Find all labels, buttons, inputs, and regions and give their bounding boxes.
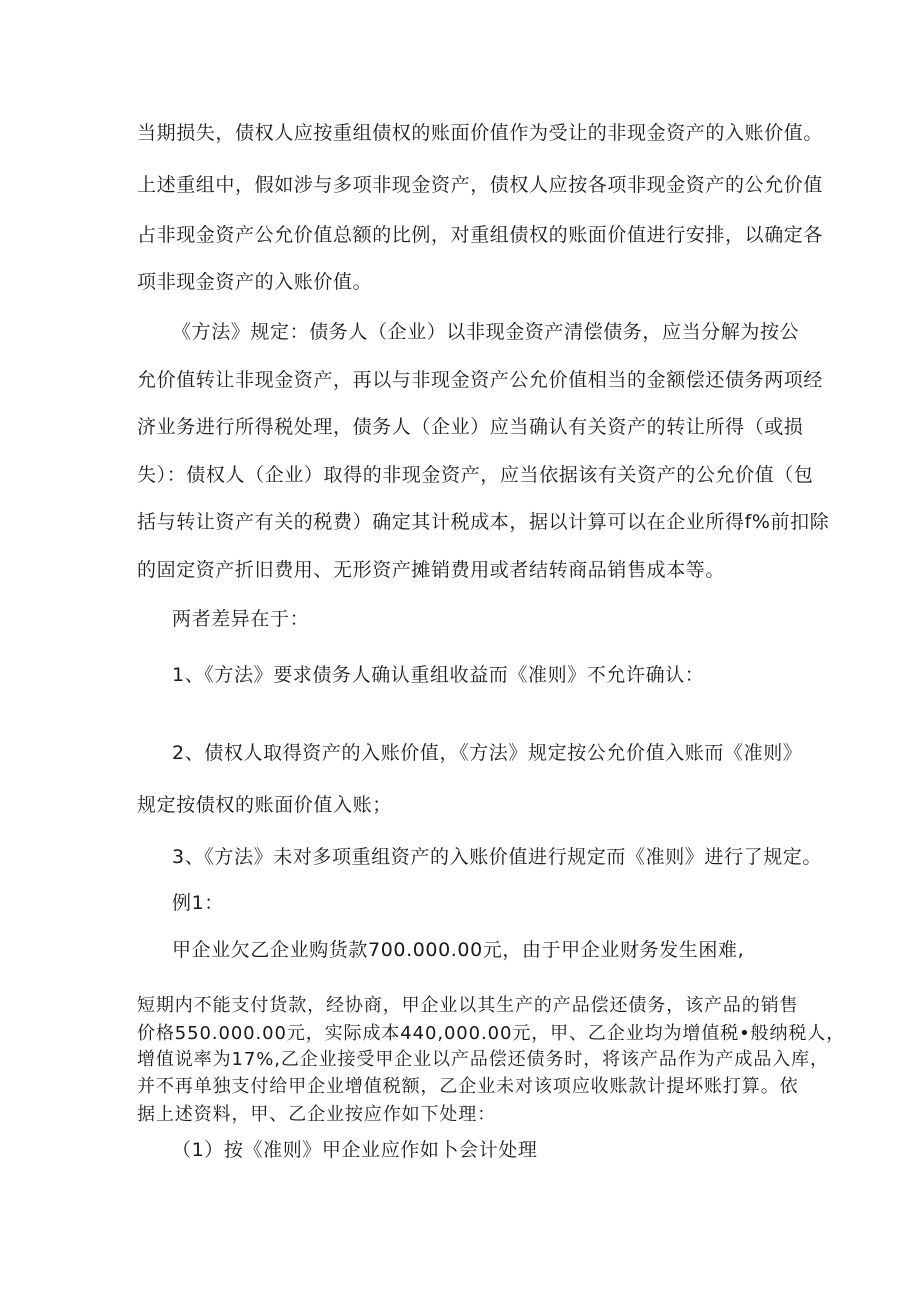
list-item: 3、《方法》未对多项重组资产的入账价值进行规定而《准则》进行了规定。 xyxy=(172,846,822,868)
text-line: 价格550.000.00元，实际成本440,000.00元，甲、乙企业均为增值税•般纳税人， xyxy=(137,1023,846,1044)
text-line: 并不再单独支付给甲企业增值税额，乙企业未对该项应收账款计提坏账打算。依 xyxy=(137,1076,799,1097)
text-line: 据上述资料，甲、乙企业按应作如下处理： xyxy=(137,1104,497,1125)
text-line: 括与转让资产有关的税费）确定其计税成本，据以计算可以在企业所得f%前扣除 xyxy=(137,511,830,533)
text-line: 济业务进行所得税处理，债务人（企业）应当确认有关资产的转让所得（或损 xyxy=(137,416,804,438)
text-line: 的固定资产折旧费用、无形资产摊销费用或者结转商品销售成本等。 xyxy=(137,559,726,581)
text-line: 允价值转让非现金资产，再以与非现金资产公允价值相当的金额偿还债务两项经 xyxy=(137,369,824,391)
text-line: 项非现金资产的入账价值。 xyxy=(137,271,373,293)
text-line: 甲企业欠乙企业购货款700.000.00元，由于甲企业财务发生困难, xyxy=(172,939,745,961)
text-line: 当期损失，债权人应按重组债权的账面价值作为受让的非现金资产的入账价值。 xyxy=(137,122,824,144)
text-line: 占非现金资产公允价值总额的比例，对重组债权的账面价值进行安排，以确定各 xyxy=(137,224,824,246)
text-line: 增值说率为17%,乙企业接受甲企业以产品偿还债务时，将该产品作为产成品入库， xyxy=(137,1049,829,1070)
list-item: 2、债权人取得资产的入账价值，《方法》规定按公允价值入账而《准则》 xyxy=(172,742,803,764)
example-label: 例1： xyxy=(172,892,224,914)
text-line: 失）：债权人（企业）取得的非现金资产，应当依据该有关资产的公允价值（包 xyxy=(137,464,814,486)
text-line: 《方法》规定：债务人（企业）以非现金资产清偿债务，应当分解为按公 xyxy=(172,321,800,343)
text-line: 短期内不能支付货款，经协商，甲企业以其生产的产品偿还债务，该产品的销售 xyxy=(137,995,799,1016)
text-line: 两者差异在于： xyxy=(172,608,310,630)
text-line: 规定按债权的账面价值入账； xyxy=(137,794,392,816)
list-item: 1、《方法》要求债务人确认重组收益而《准则》不允许确认： xyxy=(172,664,705,686)
subheading: （1）按《准则》甲企业应作如卜会计处理 xyxy=(172,1139,538,1161)
text-line: 上述重组中，假如涉与多项非现金资产，债权人应按各项非现金资产的公允价值 xyxy=(137,174,824,196)
